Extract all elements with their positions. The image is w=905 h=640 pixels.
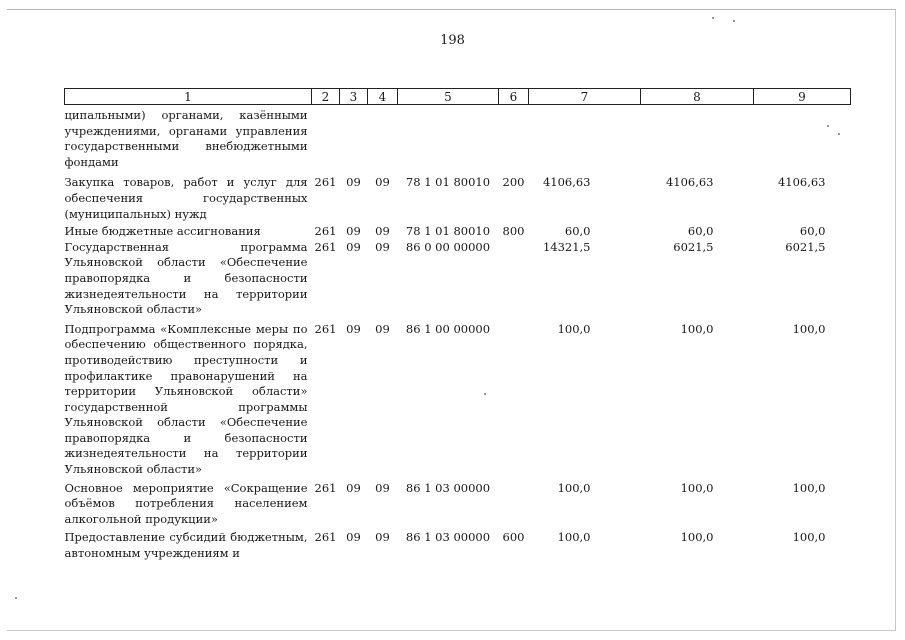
cell-amount-7: 100,0 — [557, 530, 591, 545]
column-header: 4 — [368, 89, 398, 105]
cell-admin: 261 — [314, 480, 337, 495]
cell-amount-9: 100,0 — [792, 530, 826, 545]
cell-expense-type — [499, 105, 529, 176]
scan-speck — [15, 597, 17, 599]
column-header: 6 — [499, 89, 529, 105]
column-header: 8 — [641, 89, 754, 105]
column-header: 9 — [754, 89, 851, 105]
cell-amount-8: 6021,5 — [673, 239, 714, 254]
cell-admin: 261 — [314, 530, 337, 545]
scan-speck — [827, 125, 829, 127]
cell-expense-type — [499, 240, 529, 322]
cell-amount-8 — [641, 105, 754, 176]
cell-amount-8: 100,0 — [680, 480, 714, 495]
cell-amount-7: 4106,63 — [542, 175, 591, 190]
table-header-row — [65, 89, 851, 105]
cell-amount-9: 4106,63 — [777, 175, 826, 190]
cell-amount-7: 14321,5 — [542, 239, 591, 254]
cell-expense-type — [499, 481, 529, 531]
cell-target-code — [398, 105, 499, 176]
table-row — [65, 530, 851, 561]
cell-expense-type: 200 — [502, 175, 525, 190]
cell-amount-7 — [529, 105, 641, 176]
cell-amount-7: 60,0 — [564, 224, 591, 239]
cell-subsection: 09 — [375, 480, 390, 495]
budget-table — [64, 88, 851, 562]
cell-target-code: 86 1 00 00000 — [405, 321, 491, 336]
column-header: 3 — [340, 89, 368, 105]
cell-amount-7: 100,0 — [557, 321, 591, 336]
cell-subsection: 09 — [375, 175, 390, 190]
column-header: 7 — [529, 89, 641, 105]
cell-expense-type — [499, 322, 529, 481]
table-row — [65, 224, 851, 240]
scan-speck — [733, 20, 735, 22]
cell-amount-7: 100,0 — [557, 480, 591, 495]
cell-subsection: 09 — [375, 321, 390, 336]
cell-target-code: 78 1 01 80010 — [405, 175, 491, 190]
cell-subsection: 09 — [375, 530, 390, 545]
row-name: Иные бюджетные ассигнования — [64, 224, 261, 239]
scan-speck — [484, 393, 486, 395]
cell-amount-9 — [754, 105, 851, 176]
column-header: 2 — [312, 89, 340, 105]
row-name: Подпрограмма «Комплексные меры по обеспечению общественного порядка, противодействию преступности и профилактике правонарушений на территории Ульяновской области» государственной программы Ульяновской области «Обеспечение правопорядка и безопасности жизнедеятельности на территории Ульяновской области» — [64, 321, 308, 477]
page-number: 198 — [440, 33, 465, 48]
cell-admin: 261 — [314, 239, 337, 254]
column-header: 5 — [398, 89, 499, 105]
cell-amount-9: 100,0 — [792, 321, 826, 336]
row-name: Основное мероприятие «Сокращение объёмов потребления населением алкогольной продукции» — [64, 480, 308, 526]
cell-admin: 261 — [314, 321, 337, 336]
cell-admin: 261 — [314, 224, 337, 239]
cell-section: 09 — [346, 480, 361, 495]
cell-target-code: 78 1 01 80010 — [405, 224, 491, 239]
cell-target-code: 86 1 03 00000 — [405, 480, 491, 495]
table-row — [65, 481, 851, 531]
cell-amount-9: 6021,5 — [785, 239, 826, 254]
cell-target-code: 86 0 00 00000 — [405, 239, 491, 254]
cell-subsection — [368, 105, 398, 176]
column-header: 1 — [65, 89, 312, 105]
table-row — [65, 240, 851, 322]
row-name: Закупка товаров, работ и услуг для обеспечения государственных (муниципальных) нужд — [64, 175, 308, 221]
cell-amount-9: 100,0 — [792, 480, 826, 495]
cell-admin — [312, 105, 340, 176]
cell-amount-8: 100,0 — [680, 530, 714, 545]
cell-amount-8: 4106,63 — [665, 175, 714, 190]
cell-expense-type: 600 — [502, 530, 525, 545]
scan-speck — [712, 17, 714, 19]
cell-section: 09 — [346, 530, 361, 545]
cell-section: 09 — [346, 239, 361, 254]
cell-amount-8: 60,0 — [687, 224, 714, 239]
table-row — [65, 175, 851, 224]
cell-admin: 261 — [314, 175, 337, 190]
cell-target-code: 86 1 03 00000 — [405, 530, 491, 545]
cell-section: 09 — [346, 175, 361, 190]
table-row — [65, 322, 851, 481]
cell-subsection: 09 — [375, 239, 390, 254]
row-name: Государственная программа Ульяновской области «Обеспечение правопорядка и безопасности жизнедеятельности на территории Ульяновской области» — [64, 239, 308, 317]
cell-subsection: 09 — [375, 224, 390, 239]
cell-amount-8: 100,0 — [680, 321, 714, 336]
cell-section: 09 — [346, 224, 361, 239]
cell-section — [340, 105, 368, 176]
cell-amount-9: 60,0 — [799, 224, 826, 239]
cell-expense-type: 800 — [502, 224, 525, 239]
table-row — [65, 105, 851, 176]
cell-section: 09 — [346, 321, 361, 336]
row-name: Предоставление субсидий бюджетным, автономным учреждениям и — [64, 530, 308, 561]
scan-speck — [838, 133, 840, 135]
row-name: ципальными) органами, казёнными учреждениями, органами управления государственными внебюджетными фондами — [64, 108, 308, 169]
